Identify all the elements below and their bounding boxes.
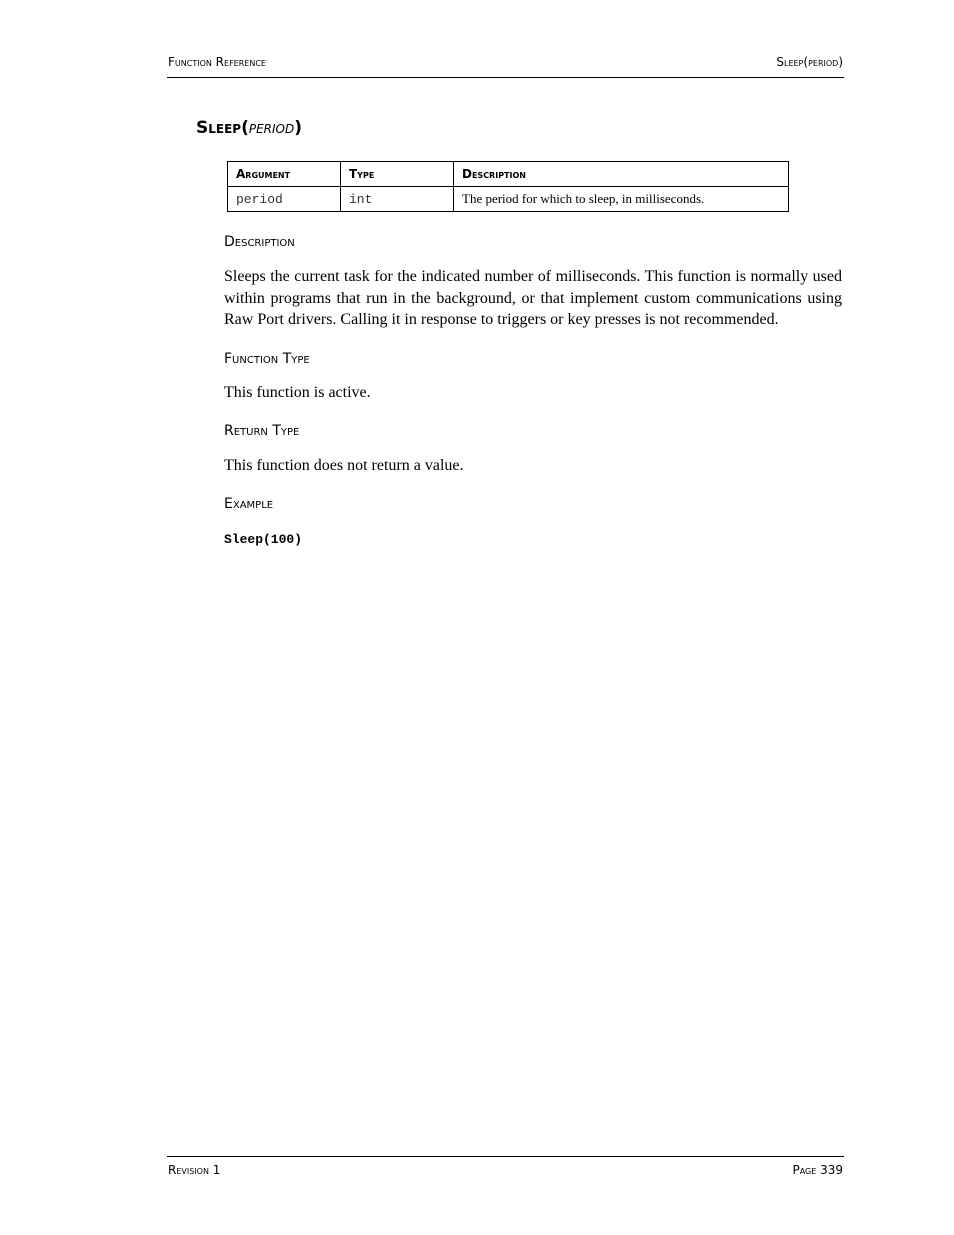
page-footer (167, 1156, 844, 1181)
header-function-name: Sleep(period) (776, 55, 843, 69)
cell-argument: period (228, 187, 341, 212)
table-header-row (228, 162, 789, 187)
title-function-name: Sleep( (196, 118, 249, 138)
description-text: Sleeps the current task for the indicated number of milliseconds. This function is normally used within programs that run in the background, or that implement custom communications using Raw Port drivers. Calling it in response to triggers or key presses is not recommended. (224, 268, 842, 328)
column-header-argument: Argument (228, 162, 341, 187)
example-heading: Example (224, 496, 274, 512)
arguments-table (227, 161, 789, 212)
header-section-title: Function Reference (168, 55, 266, 69)
page-title (196, 118, 302, 138)
function-type-text: This function is active. (224, 384, 371, 401)
column-header-type: Type (341, 162, 454, 187)
description-heading: Description (224, 234, 295, 250)
table-row (228, 187, 789, 212)
column-header-description: Description (454, 162, 789, 187)
return-type-heading: Return Type (224, 423, 300, 439)
page-header (167, 55, 844, 78)
cell-type: int (341, 187, 454, 212)
return-type-text: This function does not return a value. (224, 457, 464, 474)
cell-description: The period for which to sleep, in milliseconds. (454, 187, 789, 212)
example-code: Sleep(100) (224, 532, 303, 547)
title-close-paren: ) (294, 118, 303, 138)
title-argument: period (248, 118, 295, 138)
footer-page-number: Page 339 (792, 1163, 843, 1177)
footer-revision: Revision 1 (168, 1163, 221, 1177)
function-type-heading: Function Type (224, 351, 310, 367)
